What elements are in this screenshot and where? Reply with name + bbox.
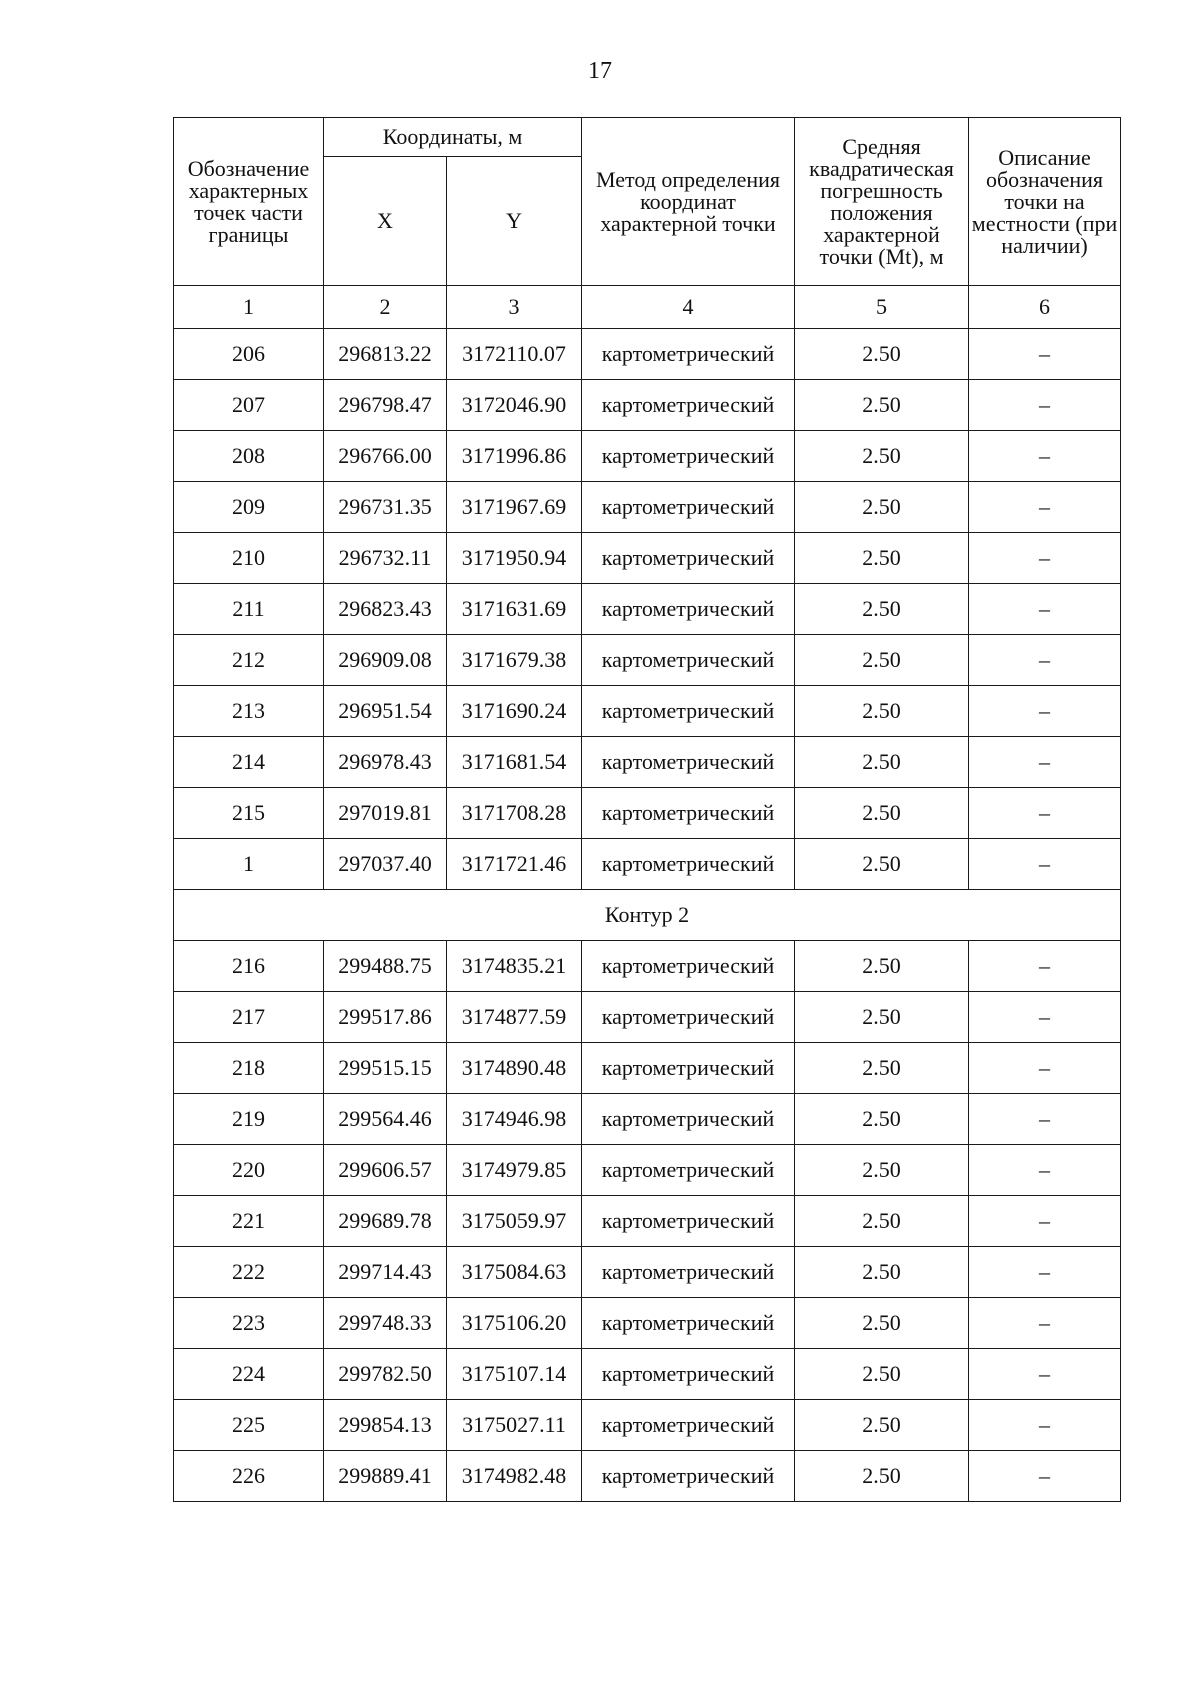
method-cell: картометрический [582, 482, 795, 533]
point-cell: 220 [174, 1145, 324, 1196]
y-cell: 3171631.69 [447, 584, 582, 635]
error-cell: 2.50 [795, 1349, 969, 1400]
error-cell: 2.50 [795, 533, 969, 584]
table-row [174, 1094, 1121, 1145]
column-number: 1 [174, 286, 324, 329]
method-cell: картометрический [582, 1451, 795, 1502]
table-row [174, 686, 1121, 737]
y-cell: 3171967.69 [447, 482, 582, 533]
description-cell: – [969, 1349, 1121, 1400]
x-cell: 299854.13 [324, 1400, 447, 1451]
x-cell: 296909.08 [324, 635, 447, 686]
table-row [174, 941, 1121, 992]
y-cell: 3175107.14 [447, 1349, 582, 1400]
description-cell: – [969, 788, 1121, 839]
point-cell: 213 [174, 686, 324, 737]
description-cell: – [969, 380, 1121, 431]
description-cell: – [969, 584, 1121, 635]
point-cell: 225 [174, 1400, 324, 1451]
method-cell: картометрический [582, 380, 795, 431]
x-cell: 299782.50 [324, 1349, 447, 1400]
error-cell: 2.50 [795, 686, 969, 737]
method-cell: картометрический [582, 1094, 795, 1145]
method-cell: картометрический [582, 1349, 795, 1400]
section-row [174, 890, 1121, 941]
point-cell: 216 [174, 941, 324, 992]
error-cell: 2.50 [795, 635, 969, 686]
x-cell: 297019.81 [324, 788, 447, 839]
section-title: Контур 2 [174, 890, 1121, 941]
point-cell: 222 [174, 1247, 324, 1298]
point-cell: 218 [174, 1043, 324, 1094]
point-cell: 212 [174, 635, 324, 686]
table-row [174, 584, 1121, 635]
table-row [174, 839, 1121, 890]
header-description: Описание обозначения точки на местности (при наличии) [969, 118, 1121, 286]
table-row [174, 380, 1121, 431]
y-cell: 3171721.46 [447, 839, 582, 890]
header-x: X [324, 157, 447, 286]
point-cell: 209 [174, 482, 324, 533]
method-cell: картометрический [582, 941, 795, 992]
x-cell: 296823.43 [324, 584, 447, 635]
table-row [174, 1247, 1121, 1298]
y-cell: 3171690.24 [447, 686, 582, 737]
description-cell: – [969, 533, 1121, 584]
description-cell: – [969, 329, 1121, 380]
table-row [174, 1043, 1121, 1094]
y-cell: 3175059.97 [447, 1196, 582, 1247]
y-cell: 3175084.63 [447, 1247, 582, 1298]
y-cell: 3174890.48 [447, 1043, 582, 1094]
y-cell: 3171708.28 [447, 788, 582, 839]
description-cell: – [969, 941, 1121, 992]
column-number: 6 [969, 286, 1121, 329]
x-cell: 299606.57 [324, 1145, 447, 1196]
point-cell: 208 [174, 431, 324, 482]
header-coordinates: Координаты, м [324, 118, 582, 157]
column-number: 3 [447, 286, 582, 329]
method-cell: картометрический [582, 1043, 795, 1094]
header-error: Средняя квадратическая погрешность положения характерной точки (Mt), м [795, 118, 969, 286]
x-cell: 296978.43 [324, 737, 447, 788]
table-row [174, 992, 1121, 1043]
column-number: 2 [324, 286, 447, 329]
column-number: 5 [795, 286, 969, 329]
y-cell: 3174979.85 [447, 1145, 582, 1196]
method-cell: картометрический [582, 329, 795, 380]
point-cell: 215 [174, 788, 324, 839]
x-cell: 296731.35 [324, 482, 447, 533]
error-cell: 2.50 [795, 329, 969, 380]
table-row [174, 1349, 1121, 1400]
table-row [174, 431, 1121, 482]
header-y: Y [447, 157, 582, 286]
x-cell: 296766.00 [324, 431, 447, 482]
error-cell: 2.50 [795, 380, 969, 431]
description-cell: – [969, 1298, 1121, 1349]
table-row [174, 1298, 1121, 1349]
x-cell: 296813.22 [324, 329, 447, 380]
point-cell: 223 [174, 1298, 324, 1349]
page-number: 17 [588, 58, 612, 84]
table-row [174, 737, 1121, 788]
error-cell: 2.50 [795, 1247, 969, 1298]
error-cell: 2.50 [795, 839, 969, 890]
table-row [174, 329, 1121, 380]
description-cell: – [969, 635, 1121, 686]
y-cell: 3174946.98 [447, 1094, 582, 1145]
method-cell: картометрический [582, 584, 795, 635]
table-body [174, 118, 1121, 1502]
point-cell: 210 [174, 533, 324, 584]
point-cell: 1 [174, 839, 324, 890]
error-cell: 2.50 [795, 788, 969, 839]
description-cell: – [969, 1145, 1121, 1196]
point-cell: 219 [174, 1094, 324, 1145]
x-cell: 299689.78 [324, 1196, 447, 1247]
table-row [174, 1196, 1121, 1247]
method-cell: картометрический [582, 992, 795, 1043]
description-cell: – [969, 1196, 1121, 1247]
method-cell: картометрический [582, 1247, 795, 1298]
error-cell: 2.50 [795, 584, 969, 635]
method-cell: картометрический [582, 1298, 795, 1349]
table-row [174, 788, 1121, 839]
header-point: Обозначение характерных точек части границы [174, 118, 324, 286]
x-cell: 299714.43 [324, 1247, 447, 1298]
y-cell: 3174982.48 [447, 1451, 582, 1502]
coordinates-table [173, 117, 1121, 1502]
y-cell: 3171950.94 [447, 533, 582, 584]
header-row [174, 118, 1121, 157]
x-cell: 299488.75 [324, 941, 447, 992]
method-cell: картометрический [582, 737, 795, 788]
point-cell: 226 [174, 1451, 324, 1502]
error-cell: 2.50 [795, 941, 969, 992]
header-method: Метод определения координат характерной точки [582, 118, 795, 286]
y-cell: 3174835.21 [447, 941, 582, 992]
y-cell: 3172046.90 [447, 380, 582, 431]
description-cell: – [969, 482, 1121, 533]
point-cell: 211 [174, 584, 324, 635]
y-cell: 3171681.54 [447, 737, 582, 788]
x-cell: 299515.15 [324, 1043, 447, 1094]
x-cell: 296732.11 [324, 533, 447, 584]
y-cell: 3171679.38 [447, 635, 582, 686]
x-cell: 299517.86 [324, 992, 447, 1043]
y-cell: 3174877.59 [447, 992, 582, 1043]
table-row [174, 533, 1121, 584]
description-cell: – [969, 1043, 1121, 1094]
description-cell: – [969, 431, 1121, 482]
description-cell: – [969, 686, 1121, 737]
description-cell: – [969, 839, 1121, 890]
description-cell: – [969, 1094, 1121, 1145]
table-row [174, 482, 1121, 533]
table-row [174, 1451, 1121, 1502]
method-cell: картометрический [582, 1400, 795, 1451]
x-cell: 299748.33 [324, 1298, 447, 1349]
error-cell: 2.50 [795, 737, 969, 788]
method-cell: картометрический [582, 1196, 795, 1247]
error-cell: 2.50 [795, 1094, 969, 1145]
description-cell: – [969, 737, 1121, 788]
method-cell: картометрический [582, 1145, 795, 1196]
point-cell: 224 [174, 1349, 324, 1400]
error-cell: 2.50 [795, 1145, 969, 1196]
column-number-row [174, 286, 1121, 329]
error-cell: 2.50 [795, 1043, 969, 1094]
description-cell: – [969, 1247, 1121, 1298]
description-cell: – [969, 1451, 1121, 1502]
column-number: 4 [582, 286, 795, 329]
error-cell: 2.50 [795, 1400, 969, 1451]
y-cell: 3175027.11 [447, 1400, 582, 1451]
method-cell: картометрический [582, 635, 795, 686]
description-cell: – [969, 1400, 1121, 1451]
description-cell: – [969, 992, 1121, 1043]
point-cell: 207 [174, 380, 324, 431]
x-cell: 297037.40 [324, 839, 447, 890]
table-row [174, 635, 1121, 686]
y-cell: 3171996.86 [447, 431, 582, 482]
point-cell: 214 [174, 737, 324, 788]
point-cell: 221 [174, 1196, 324, 1247]
error-cell: 2.50 [795, 1196, 969, 1247]
method-cell: картометрический [582, 533, 795, 584]
table-row [174, 1400, 1121, 1451]
error-cell: 2.50 [795, 992, 969, 1043]
x-cell: 299564.46 [324, 1094, 447, 1145]
error-cell: 2.50 [795, 1298, 969, 1349]
error-cell: 2.50 [795, 431, 969, 482]
error-cell: 2.50 [795, 482, 969, 533]
method-cell: картометрический [582, 431, 795, 482]
point-cell: 217 [174, 992, 324, 1043]
x-cell: 299889.41 [324, 1451, 447, 1502]
point-cell: 206 [174, 329, 324, 380]
y-cell: 3172110.07 [447, 329, 582, 380]
x-cell: 296951.54 [324, 686, 447, 737]
method-cell: картометрический [582, 839, 795, 890]
error-cell: 2.50 [795, 1451, 969, 1502]
table-row [174, 1145, 1121, 1196]
method-cell: картометрический [582, 788, 795, 839]
x-cell: 296798.47 [324, 380, 447, 431]
method-cell: картометрический [582, 686, 795, 737]
y-cell: 3175106.20 [447, 1298, 582, 1349]
